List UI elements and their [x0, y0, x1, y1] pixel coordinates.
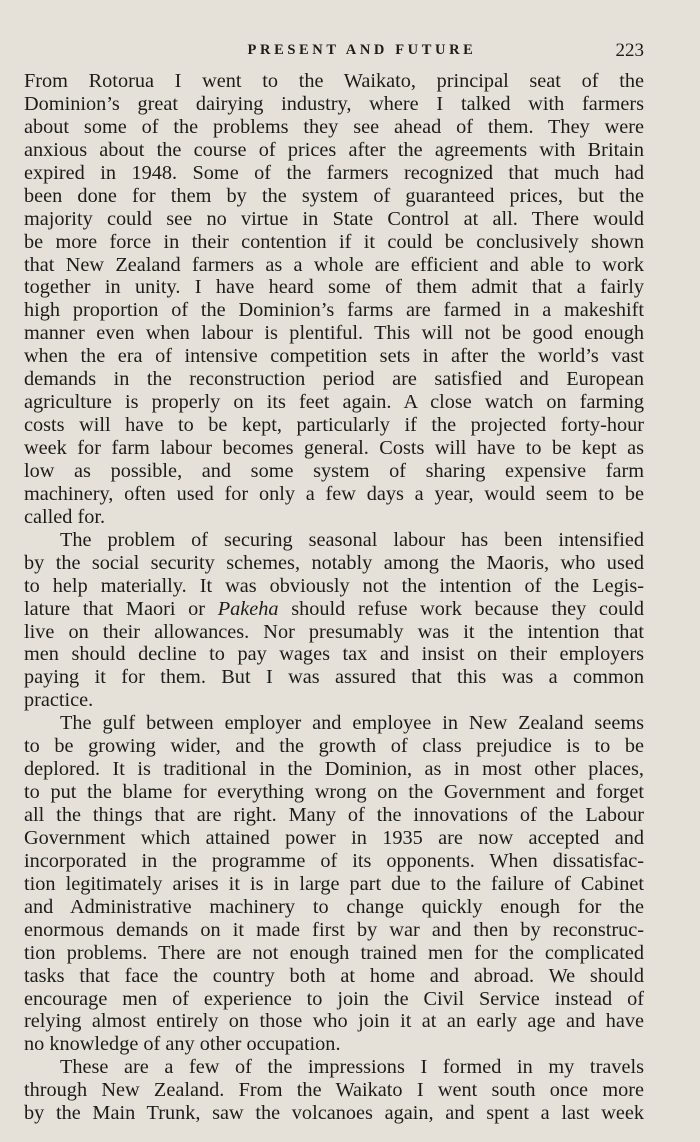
text-line: encourage men of experience to join the Civil Service instead of	[24, 987, 644, 1010]
text-line: machinery, often used for only a few days a year, would seem to be	[24, 482, 644, 505]
text-line: demands in the reconstruction period are satisfied and European	[24, 368, 644, 391]
text-line: been done for them by the system of guaranteed prices, but the	[24, 184, 644, 207]
paragraph	[24, 712, 644, 1056]
text-line: and Administrative machinery to change quickly enough for the	[24, 895, 644, 918]
text-line: majority could see no virtue in State Control at all. There would	[24, 207, 644, 230]
text-line: enormous demands on it made first by war and then by reconstruc-	[24, 918, 644, 941]
text-line: high proportion of the Dominion’s farms are farmed in a makeshift	[24, 299, 644, 322]
text-line: These are a few of the impressions I formed in my travels	[60, 1056, 644, 1079]
body-text	[24, 70, 644, 1125]
paragraph	[24, 70, 644, 529]
paragraph	[24, 529, 644, 713]
text-line: costs will have to be kept, particularly if the projected forty-hour	[24, 414, 644, 437]
text-line: to put the blame for everything wrong on the Government and forget	[24, 781, 644, 804]
text-line: From Rotorua I went to the Waikato, principal seat of the	[24, 70, 644, 92]
page-number: 223	[615, 40, 644, 61]
text-line: week for farm labour becomes general. Costs will have to be kept as	[24, 437, 644, 459]
text-line: Government which attained power in 1935 are now accepted and	[24, 826, 644, 849]
text-line: paying it for them. But I was assured that this was a common	[24, 666, 644, 689]
text-line: to help materially. It was obviously not the intention of the Legis-	[24, 574, 644, 597]
text-line: manner even when labour is plentiful. This will not be good enough	[24, 322, 644, 345]
text-line: agriculture is properly on its feet again. A close watch on farming	[24, 391, 644, 414]
text-line: The problem of securing seasonal labour has been intensified	[60, 528, 644, 551]
page-header	[60, 38, 644, 66]
text-line: The gulf between employer and employee in New Zealand seems	[60, 712, 644, 735]
italic-word: Pakeha	[217, 597, 279, 620]
text-line: men should decline to pay wages tax and insist on their employers	[24, 643, 644, 666]
text-line: relying almost entirely on those who join it at an early age and have	[24, 1010, 644, 1033]
text-line: be more force in their contention if it could be conclusively shown	[24, 230, 644, 253]
text-line: tion problems. There are not enough trained men for the complicated	[24, 941, 644, 964]
text-line: all the things that are right. Many of the innovations of the Labour	[24, 804, 644, 826]
text-line: called for.	[24, 505, 106, 528]
text-line: live on their allowances. Nor presumably was it the intention that	[24, 620, 644, 643]
text-line: practice.	[24, 689, 94, 712]
text-line: tion legitimately arises it is in large part due to the failure of Cabinet	[24, 872, 644, 895]
text-line: low as possible, and some system of sharing expensive farm	[24, 459, 644, 482]
text-line: anxious about the course of prices after the agreements with Britain	[24, 138, 644, 161]
text-line: by the Main Trunk, saw the volcanoes again, and spent a last week	[24, 1102, 644, 1125]
running-head: PRESENT AND FUTURE	[247, 42, 477, 58]
text-line: deplored. It is traditional in the Dominion, as in most other places,	[24, 758, 644, 781]
text-line: incorporated in the programme of its opponents. When dissatisfac-	[24, 849, 644, 872]
text-line: no knowledge of any other occupation.	[24, 1033, 341, 1056]
text-line: about some of the problems they see ahead of them. They were	[24, 115, 644, 138]
text-line: lature that Maori or Pakeha should refuse work because they could	[24, 597, 644, 620]
text-line: by the social security schemes, notably among the Maoris, who used	[24, 551, 644, 574]
text-line: tasks that face the country both at home and abroad. We should	[24, 964, 644, 987]
paragraph	[24, 1056, 644, 1125]
text-line: Dominion’s great dairying industry, where I talked with farmers	[24, 92, 644, 115]
text-line: that New Zealand farmers as a whole are efficient and able to work	[24, 253, 644, 276]
text-line: through New Zealand. From the Waikato I went south once more	[24, 1079, 644, 1102]
text-line: to be growing wider, and the growth of class prejudice is to be	[24, 735, 644, 758]
text-line: when the era of intensive competition sets in after the world’s vast	[24, 345, 644, 368]
text-line: together in unity. I have heard some of them admit that a fairly	[24, 276, 644, 299]
text-line: expired in 1948. Some of the farmers recognized that much had	[24, 161, 644, 184]
